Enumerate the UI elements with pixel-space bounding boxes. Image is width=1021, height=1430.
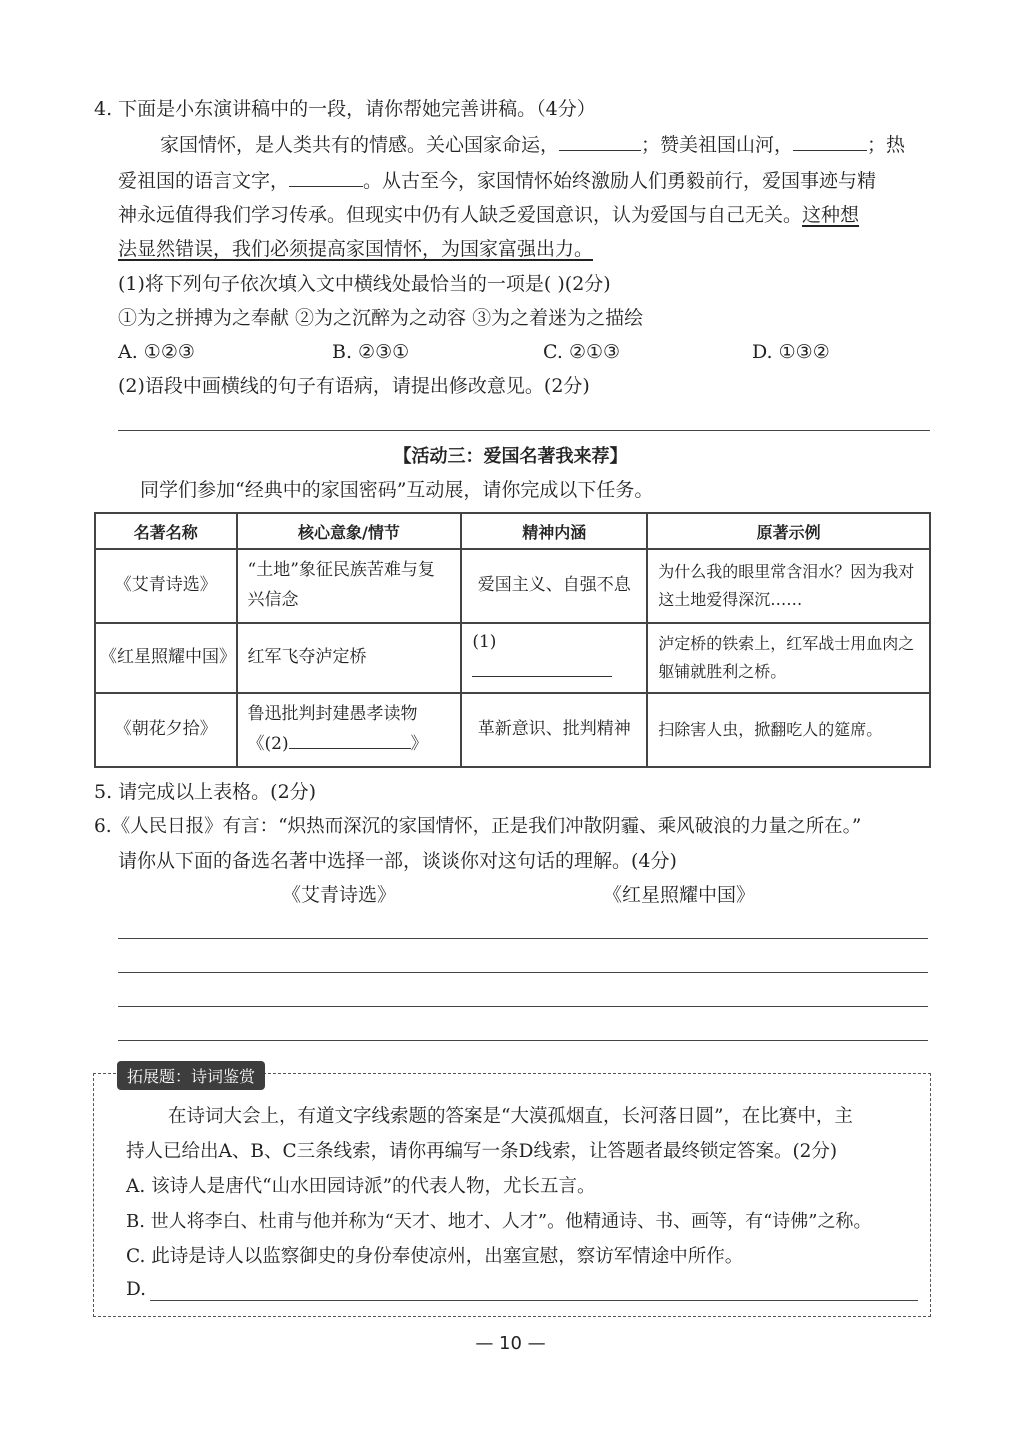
q4-options: ①为之拼搏为之奉献 ②为之沉醉为之动容 ③为之着迷为之描绘 <box>118 307 644 329</box>
column-header: 原著示例 <box>647 513 930 549</box>
activity-title: 【活动三：爱国名著我来荐】 <box>393 446 628 467</box>
works-table <box>94 512 931 768</box>
q6-line2: 请你从下面的备选名著中选择一部，谈谈你对这句话的理解。(4分) <box>118 850 677 872</box>
table-header-row <box>95 513 930 549</box>
table-row <box>95 549 930 623</box>
spirit: 爱国主义、自强不息 <box>461 549 647 623</box>
ext-para-line1: 在诗词大会上，有道文字线索题的答案是“大漠孤烟直，长河落日圆”，在比赛中，主 <box>168 1106 853 1127</box>
q4-text: 家国情怀，是人类共有的情感。关心国家命运， <box>160 134 560 156</box>
core-plot-cell <box>237 693 462 767</box>
book-name: 《红星照耀中国》 <box>95 623 237 693</box>
example: 为什么我的眼里常含泪水？因为我对这土地爱得深沉…… <box>647 549 930 623</box>
table-blank-2[interactable] <box>289 730 411 749</box>
q4-text: 神永远值得我们学习传承。但现实中仍有人缺乏爱国意识，认为爱国与自己无关。 <box>118 204 803 226</box>
clue-b: B. 世人将李白、杜甫与他并称为“天才、地才、人才”。他精通诗、书、画等，有“诗佛”之称。 <box>126 1211 872 1232</box>
q4-para-line3 <box>118 203 859 228</box>
core-plot: 鲁迅批判封建愚孝读物 <box>247 704 418 725</box>
core-plot: “土地”象征民族苦难与复兴信念 <box>237 549 462 623</box>
underlined-sentence: 这种想 <box>802 204 860 226</box>
choice-d[interactable]: D. ①③② <box>752 341 830 363</box>
example: 扫除害人虫，掀翻吃人的筵席。 <box>647 693 930 767</box>
q6-line1: 6.《人民日报》有言：“炽热而深沉的家国情怀，正是我们冲散阴霾、乘风破浪的力量之所在。” <box>94 816 862 837</box>
answer-line[interactable] <box>118 938 928 939</box>
table-blank-1[interactable] <box>472 658 612 677</box>
fill-blank-2[interactable] <box>793 132 867 151</box>
book-name: 《艾青诗选》 <box>95 549 237 623</box>
q4-para-line1 <box>160 132 905 158</box>
q4-text: ；热 <box>867 134 906 156</box>
clue-c: C. 此诗是诗人以监察御史的身份奉使凉州，出塞宣慰，察访军情途中所作。 <box>126 1246 744 1267</box>
ext-para-line2: 持人已给出A、B、C三条线索，请你再编写一条D线索，让答题者最终锁定答案。(2分) <box>126 1141 838 1162</box>
fill-blank-1[interactable] <box>559 132 641 151</box>
book-option-2[interactable]: 《红星照耀中国》 <box>603 884 756 906</box>
answer-line[interactable] <box>118 430 930 431</box>
q4-title: 4. 下面是小东演讲稿中的一段，请你帮她完善讲稿。（4分） <box>94 98 596 120</box>
answer-line[interactable] <box>118 972 928 973</box>
q4-text: ；赞美祖国山河， <box>641 134 794 156</box>
q4-sub2: (2)语段中画横线的句子有语病，请提出修改意见。(2分) <box>118 375 590 397</box>
q4-text: 爱祖国的语言文字， <box>118 170 290 192</box>
blank-label: (1) <box>472 632 497 653</box>
plot-blank-line <box>248 730 451 760</box>
table-row <box>95 623 930 693</box>
blank-label: 》 <box>410 734 428 754</box>
example: 泸定桥的铁索上，红军战士用血肉之躯铺就胜利之桥。 <box>647 623 930 693</box>
q4-para-line2 <box>118 168 876 194</box>
activity-intro: 同学们参加“经典中的家国密码”互动展，请你完成以下任务。 <box>140 479 654 501</box>
column-header: 名著名称 <box>95 513 237 549</box>
choice-a[interactable]: A. ①②③ <box>118 341 195 363</box>
table-row <box>95 693 930 767</box>
fill-blank-3[interactable] <box>289 168 363 187</box>
column-header: 精神内涵 <box>461 513 647 549</box>
extension-label: 拓展题：诗词鉴赏 <box>117 1061 265 1090</box>
clue-d-label: D. <box>126 1279 147 1300</box>
q4-para-line4 <box>118 237 593 262</box>
clue-d-answer-line[interactable] <box>150 1300 918 1301</box>
answer-line[interactable] <box>118 1040 928 1041</box>
spirit-blank-cell <box>461 623 647 693</box>
column-header: 核心意象/情节 <box>237 513 462 549</box>
book-option-1[interactable]: 《艾青诗选》 <box>282 884 397 906</box>
spirit: 革新意识、批判精神 <box>461 693 647 767</box>
core-plot: 红军飞夺泸定桥 <box>237 623 462 693</box>
q4-sub1: (1)将下列句子依次填入文中横线处最恰当的一项是( )(2分) <box>118 273 611 295</box>
underlined-sentence: 法显然错误，我们必须提高家国情怀，为国家富强出力。 <box>118 238 594 260</box>
q5-text: 5. 请完成以上表格。(2分) <box>94 781 317 803</box>
page-number: — 10 — <box>475 1333 546 1354</box>
book-name: 《朝花夕拾》 <box>95 693 237 767</box>
q4-text: 。从古至今，家国情怀始终激励人们勇毅前行，爱国事迹与精 <box>363 170 877 192</box>
answer-line[interactable] <box>118 1006 928 1007</box>
clue-a: A. 该诗人是唐代“山水田园诗派”的代表人物，尤长五言。 <box>126 1176 596 1197</box>
choice-c[interactable]: C. ②①③ <box>543 341 621 363</box>
blank-label: 《(2) <box>247 734 289 754</box>
choice-b[interactable]: B. ②③① <box>332 341 410 363</box>
